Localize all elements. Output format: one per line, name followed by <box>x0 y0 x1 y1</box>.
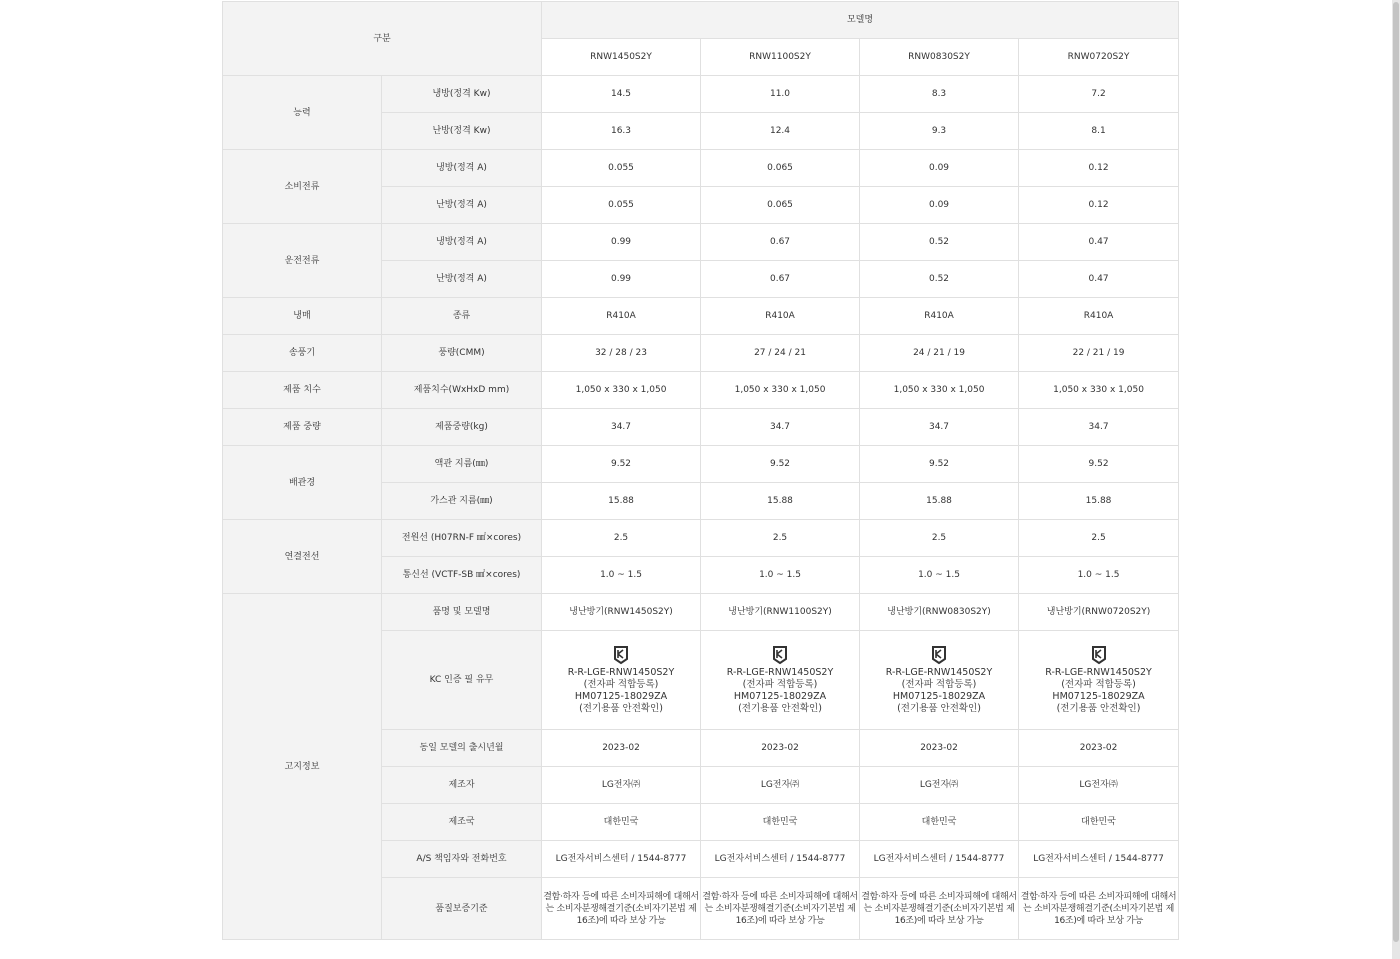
notice-row <box>223 594 1179 631</box>
spec-value: 1.0 ~ 1.5 <box>542 557 701 594</box>
spec-value: 7.2 <box>1019 76 1179 113</box>
row-label: 제품중량(kg) <box>382 409 542 446</box>
spec-value: R410A <box>860 298 1019 335</box>
notice-value: LG전자서비스센터 / 1544-8777 <box>542 841 701 878</box>
kc-cert-line: (전자파 적합등록) <box>742 679 818 690</box>
group-label: 배관경 <box>223 446 382 520</box>
group-label: 제품 치수 <box>223 372 382 409</box>
kc-cert-cell <box>860 631 1019 730</box>
row-label: 풍량(CMM) <box>382 335 542 372</box>
row-label: 통신선 (VCTF-SB ㎟×cores) <box>382 557 542 594</box>
kc-mark-icon <box>930 645 948 665</box>
kc-cert-line: HM07125-18029ZA <box>892 691 986 702</box>
notice-value: 2023-02 <box>860 730 1019 767</box>
spec-value: 1.0 ~ 1.5 <box>860 557 1019 594</box>
kc-cert-line: (전기용품 안전확인) <box>1056 703 1141 714</box>
notice-row-label: 품명 및 모델명 <box>382 594 542 631</box>
spec-value: 15.88 <box>860 483 1019 520</box>
notice-row-label: 품질보증기준 <box>382 878 542 940</box>
spec-value: 32 / 28 / 23 <box>542 335 701 372</box>
spec-value: 0.52 <box>860 261 1019 298</box>
spec-row <box>223 372 1179 409</box>
notice-value: 냉난방기(RNW1450S2Y) <box>542 594 701 631</box>
kc-cert-line: R-R-LGE-RNW1450S2Y <box>1045 667 1152 678</box>
notice-value: LG전자서비스센터 / 1544-8777 <box>1019 841 1179 878</box>
spec-value: 11.0 <box>701 76 860 113</box>
spec-value: 9.52 <box>860 446 1019 483</box>
quality-text: 결함·하자 등에 따른 소비자피해에 대해서는 소비자분쟁해결기준(소비자기본법 제16조)에 따라 보상 가능 <box>542 878 701 940</box>
kc-mark-icon <box>771 645 789 665</box>
spec-value: 12.4 <box>701 113 860 150</box>
spec-value: R410A <box>1019 298 1179 335</box>
spec-row <box>223 446 1179 483</box>
kc-mark-icon <box>612 645 630 665</box>
spec-row <box>223 150 1179 187</box>
group-label: 제품 중량 <box>223 409 382 446</box>
spec-value: 16.3 <box>542 113 701 150</box>
spec-value: 22 / 21 / 19 <box>1019 335 1179 372</box>
model-name: RNW0830S2Y <box>860 39 1019 76</box>
spec-value: 2.5 <box>1019 520 1179 557</box>
group-label: 송풍기 <box>223 335 382 372</box>
spec-value: 0.055 <box>542 187 701 224</box>
spec-value: 1.0 ~ 1.5 <box>701 557 860 594</box>
group-label: 냉매 <box>223 298 382 335</box>
group-label: 연결전선 <box>223 520 382 594</box>
row-label: 난방(정격 Kw) <box>382 113 542 150</box>
spec-value: 1,050 x 330 x 1,050 <box>701 372 860 409</box>
kc-cert-line: (전자파 적합등록) <box>1061 679 1136 690</box>
row-label: 난방(정격 A) <box>382 187 542 224</box>
spec-value: 0.065 <box>701 187 860 224</box>
quality-text: 결함·하자 등에 따른 소비자피해에 대해서는 소비자분쟁해결기준(소비자기본법 제16조)에 따라 보상 가능 <box>860 878 1019 940</box>
notice-value: 2023-02 <box>701 730 860 767</box>
kc-cert-cell <box>542 631 701 730</box>
spec-value: 15.88 <box>701 483 860 520</box>
spec-value: 8.3 <box>860 76 1019 113</box>
spec-table <box>222 1 1179 940</box>
notice-value: 대한민국 <box>542 804 701 841</box>
quality-text: 결함·하자 등에 따른 소비자피해에 대해서는 소비자분쟁해결기준(소비자기본법 제16조)에 따라 보상 가능 <box>701 878 860 940</box>
spec-value: 0.99 <box>542 224 701 261</box>
spec-row <box>223 76 1179 113</box>
spec-value: 34.7 <box>1019 409 1179 446</box>
spec-value: 0.09 <box>860 150 1019 187</box>
notice-row-label: 제조자 <box>382 767 542 804</box>
spec-value: 34.7 <box>860 409 1019 446</box>
row-label: 난방(정격 A) <box>382 261 542 298</box>
spec-value: 34.7 <box>701 409 860 446</box>
kc-cert-line: (전자파 적합등록) <box>583 679 659 690</box>
row-label: 제품치수(WxHxD mm) <box>382 372 542 409</box>
notice-value: LG전자㈜ <box>1019 767 1179 804</box>
row-label: 전원선 (H07RN-F ㎟×cores) <box>382 520 542 557</box>
spec-value: R410A <box>542 298 701 335</box>
spec-value: 34.7 <box>542 409 701 446</box>
group-label: 소비전류 <box>223 150 382 224</box>
group-label: 운전전류 <box>223 224 382 298</box>
spec-value: 0.67 <box>701 224 860 261</box>
spec-value: 1,050 x 330 x 1,050 <box>542 372 701 409</box>
kc-cert-line: R-R-LGE-RNW1450S2Y <box>885 667 993 678</box>
row-label: 액관 지름(㎜) <box>382 446 542 483</box>
kc-cert-line: HM07125-18029ZA <box>733 691 827 702</box>
kc-cert-line: (전기용품 안전확인) <box>738 703 822 714</box>
spec-row <box>223 298 1179 335</box>
kc-cert-cell <box>701 631 860 730</box>
spec-value: 2.5 <box>542 520 701 557</box>
model-header: 모델명 <box>542 2 1179 39</box>
kc-cert-line: (전기용품 안전확인) <box>579 703 663 714</box>
spec-value: 9.52 <box>542 446 701 483</box>
row-label: 냉방(정격 A) <box>382 224 542 261</box>
notice-value: LG전자서비스센터 / 1544-8777 <box>701 841 860 878</box>
spec-value: 24 / 21 / 19 <box>860 335 1019 372</box>
spec-value: 0.065 <box>701 150 860 187</box>
spec-value: 1,050 x 330 x 1,050 <box>860 372 1019 409</box>
spec-value: 8.1 <box>1019 113 1179 150</box>
category-header: 구분 <box>223 2 542 76</box>
spec-value: 0.12 <box>1019 187 1179 224</box>
group-label: 능력 <box>223 76 382 150</box>
spec-value: 15.88 <box>542 483 701 520</box>
spec-value: 1,050 x 330 x 1,050 <box>1019 372 1179 409</box>
spec-value: 0.47 <box>1019 224 1179 261</box>
spec-row <box>223 520 1179 557</box>
notice-row-label: KC 인증 필 유무 <box>382 631 542 730</box>
spec-value: 9.3 <box>860 113 1019 150</box>
spec-row <box>223 409 1179 446</box>
spec-row <box>223 224 1179 261</box>
notice-value: 대한민국 <box>1019 804 1179 841</box>
kc-cert-line: HM07125-18029ZA <box>1052 691 1145 702</box>
model-name: RNW1100S2Y <box>701 39 860 76</box>
kc-cert-line: R-R-LGE-RNW1450S2Y <box>567 667 675 678</box>
vertical-scrollbar[interactable] <box>1392 0 1400 959</box>
scrollbar-thumb[interactable] <box>1393 2 1399 942</box>
header-row <box>223 2 1179 39</box>
model-name: RNW0720S2Y <box>1019 39 1179 76</box>
notice-row-label: 동일 모델의 출시년월 <box>382 730 542 767</box>
spec-value: 0.055 <box>542 150 701 187</box>
kc-cert-line: (전자파 적합등록) <box>901 679 977 690</box>
spec-table-body <box>223 2 1179 940</box>
model-name: RNW1450S2Y <box>542 39 701 76</box>
row-label: 냉방(정격 Kw) <box>382 76 542 113</box>
notice-value: 냉난방기(RNW0720S2Y) <box>1019 594 1179 631</box>
notice-value: LG전자서비스센터 / 1544-8777 <box>860 841 1019 878</box>
notice-value: 냉난방기(RNW1100S2Y) <box>701 594 860 631</box>
kc-cert-line: HM07125-18029ZA <box>574 691 668 702</box>
spec-value: 0.52 <box>860 224 1019 261</box>
spec-value: 9.52 <box>701 446 860 483</box>
spec-value: 0.47 <box>1019 261 1179 298</box>
kc-mark-icon <box>1090 645 1108 665</box>
notice-value: LG전자㈜ <box>701 767 860 804</box>
spec-value: 9.52 <box>1019 446 1179 483</box>
notice-group-label: 고지정보 <box>223 594 382 940</box>
kc-cert-line: R-R-LGE-RNW1450S2Y <box>726 667 834 678</box>
notice-value: 대한민국 <box>860 804 1019 841</box>
spec-value: 27 / 24 / 21 <box>701 335 860 372</box>
notice-value: 냉난방기(RNW0830S2Y) <box>860 594 1019 631</box>
row-label: 냉방(정격 A) <box>382 150 542 187</box>
spec-row <box>223 335 1179 372</box>
spec-value: 0.67 <box>701 261 860 298</box>
notice-value: 2023-02 <box>1019 730 1179 767</box>
spec-value: R410A <box>701 298 860 335</box>
quality-text: 결함·하자 등에 따른 소비자피해에 대해서는 소비자분쟁해결기준(소비자기본법 제16조)에 따라 보상 가능 <box>1019 878 1179 940</box>
spec-value: 0.12 <box>1019 150 1179 187</box>
spec-value: 2.5 <box>860 520 1019 557</box>
notice-value: LG전자㈜ <box>542 767 701 804</box>
spec-value: 1.0 ~ 1.5 <box>1019 557 1179 594</box>
notice-value: 2023-02 <box>542 730 701 767</box>
spec-value: 0.09 <box>860 187 1019 224</box>
kc-cert-cell <box>1019 631 1179 730</box>
kc-cert-line: (전기용품 안전확인) <box>897 703 981 714</box>
notice-row-label: A/S 책임자와 전화번호 <box>382 841 542 878</box>
spec-value: 14.5 <box>542 76 701 113</box>
spec-value: 15.88 <box>1019 483 1179 520</box>
notice-row-label: 제조국 <box>382 804 542 841</box>
spec-value: 2.5 <box>701 520 860 557</box>
spec-value: 0.99 <box>542 261 701 298</box>
notice-value: LG전자㈜ <box>860 767 1019 804</box>
notice-value: 대한민국 <box>701 804 860 841</box>
row-label: 가스관 지름(㎜) <box>382 483 542 520</box>
row-label: 종류 <box>382 298 542 335</box>
